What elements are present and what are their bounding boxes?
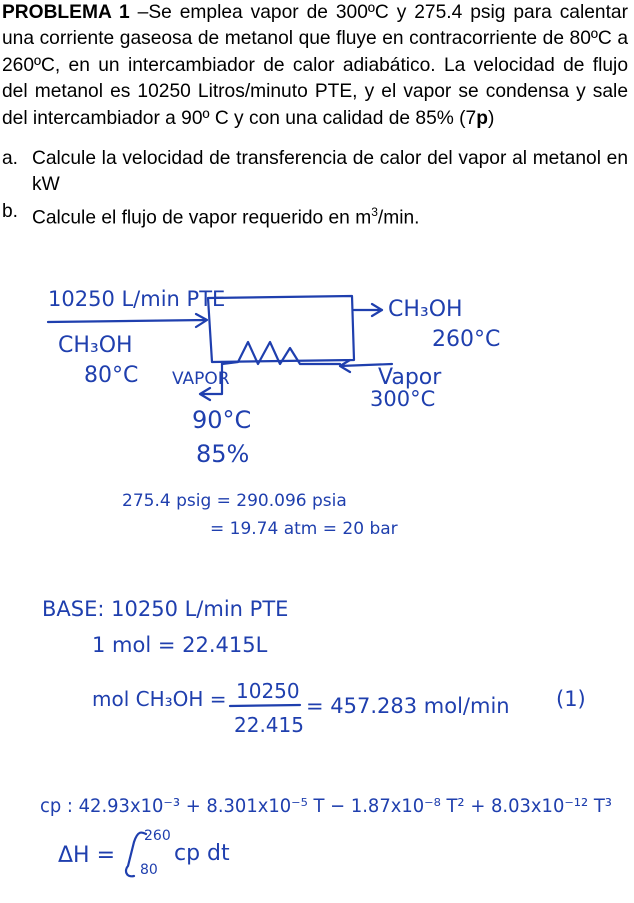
question-a-label: a. <box>2 148 19 170</box>
pressure-line-1: 275.4 psig = 290.096 psia <box>122 491 347 511</box>
inlet-temp: 80°C <box>84 363 139 388</box>
exchanger-box <box>208 296 354 362</box>
mol-line: 1 mol = 22.415L <box>92 633 268 657</box>
fraction-bar <box>230 705 300 706</box>
steam-out-label: VAPOR <box>172 369 230 389</box>
dh-upper: 260 <box>144 828 171 844</box>
molar-flow-equation <box>92 679 586 737</box>
points-letter: p <box>476 107 488 129</box>
close-paren: ) <box>487 107 495 129</box>
question-b-label: b. <box>2 200 19 222</box>
question-b-sup: 3 <box>371 204 378 219</box>
steam-in-label: Vapor <box>378 365 442 390</box>
base-line: BASE: 10250 L/min PTE <box>42 597 289 621</box>
dh-lhs: ΔH = <box>58 843 116 868</box>
question-a-text: Calcule la velocidad de transferencia de calor del vapor al metanol en kW <box>32 148 628 196</box>
inlet-species: CH₃OH <box>58 333 133 358</box>
steam-out-quality: 85% <box>196 440 250 468</box>
steam-out-temp: 90°C <box>192 406 252 434</box>
cp-equation: cp : 42.93x10⁻³ + 8.301x10⁻⁵ T − 1.87x10⁻⁸ T² + 8.03x10⁻¹² T³ <box>40 795 612 817</box>
exchanger-diagram <box>48 287 500 468</box>
pressure-line-2: = 19.74 atm = 20 bar <box>210 519 398 539</box>
problem-text: Se emplea vapor de 300ºC y 275.4 psig para calentar una corriente gaseosa de metanol que fluye en contracorriente de 80ºC a 260ºC, en un intercambiador de calor adiabático. La velocidad de flujo del metanol es 10250 Litros/minuto PTE, y el vapor se condensa y sale del intercambiador a 90º C y con una calidad de 85% (7 <box>2 2 628 129</box>
molar-flow-numerator: 10250 <box>236 679 300 703</box>
molar-flow-result: = 457.283 mol/min <box>306 694 510 718</box>
outlet-species: CH₃OH <box>388 297 463 322</box>
outlet-temp: 260°C <box>432 327 501 352</box>
inlet-arrow <box>48 314 207 327</box>
inlet-flow: 10250 L/min PTE <box>48 287 226 311</box>
molar-flow-tag: (1) <box>556 687 586 711</box>
molar-flow-denominator: 22.415 <box>234 713 304 737</box>
dh-integrand: cp dt <box>174 841 230 866</box>
enthalpy-integral <box>58 828 230 878</box>
dh-lower: 80 <box>140 862 158 878</box>
problem-dash: – <box>129 2 149 23</box>
steam-in-temp: 300°C <box>370 387 436 411</box>
outlet-arrow <box>354 304 382 316</box>
problem-title: PROBLEMA 1 <box>2 2 130 23</box>
question-b-pre: Calcule el flujo de vapor requerido en m <box>32 207 372 229</box>
molar-flow-lhs: mol CH₃OH = <box>92 687 227 711</box>
question-b-post: /min. <box>377 207 420 229</box>
